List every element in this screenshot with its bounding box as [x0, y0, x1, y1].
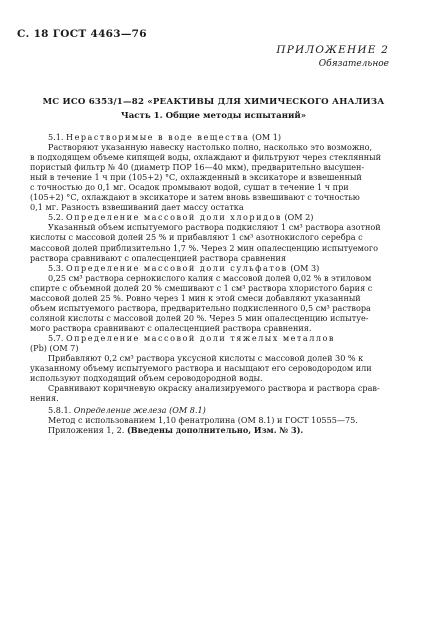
section-heading: Определение массовой доли тяжелых металлов: [66, 332, 335, 343]
section-heading: Определение массовой доли хлоридов: [66, 212, 282, 223]
paragraph-line: Прибавляют 0,2 см³ раствора уксусной кислоты с массовой долей 30 % к: [48, 353, 364, 364]
section-code: (ОМ 3): [290, 262, 320, 273]
paragraph-line: указанному объему испытуемого раствора и насыщают его сероводородом или: [30, 363, 372, 374]
section-5-7-heading-cont: [30, 343, 401, 353]
paragraph-line: спирте с объемной долей 20 % смешивают с 1 см³ раствора хлористого бария с: [30, 282, 373, 293]
section-5-2-heading: [30, 212, 401, 222]
appendix-label: ПРИЛОЖЕНИЕ 2: [276, 44, 389, 56]
amendment-line: [30, 425, 401, 435]
section-number: 5.2.: [48, 212, 64, 223]
document-subtitle: Часть 1. Общие методы испытаний»: [120, 111, 307, 121]
page-header: С. 18 ГОСТ 4463—76: [17, 28, 147, 40]
paragraph-line: с точностью до 0,1 мг. Осадок промывают водой, сушат в течение 1 ч при: [30, 182, 349, 193]
paragraph-line: кислоты с массовой долей 25 % и прибавляют 1 см³ азотнокислого серебра с: [30, 232, 363, 243]
section-heading: Определение железа: [73, 405, 167, 416]
paragraph-line: в подходящем объеме кипящей воды, охлаждают и фильтруют через стеклянный: [30, 152, 382, 163]
paragraph-line: ный в течение 1 ч при (105+2) °С, охлажденный в эксикаторе и взвешенный: [30, 172, 362, 183]
appendix-status: Обязательное: [318, 59, 389, 69]
document-title: МС ИСО 6353/1—82 «РЕАКТИВЫ ДЛЯ ХИМИЧЕСКОГО АНАЛИЗА: [42, 97, 385, 107]
paragraph-line: нения.: [30, 393, 59, 404]
appendix-reference: Приложения 1, 2.: [48, 425, 125, 436]
section-5-8-1-heading: [30, 405, 401, 415]
section-code: (ОМ 8.1): [169, 405, 206, 416]
section-number: 5.7.: [48, 332, 64, 343]
paragraph-line: используют подходящий объем сероводородной воды.: [30, 373, 263, 384]
paragraph-line: пористый фильтр № 40 (диаметр ПОР 16—40 мкм), предварительно высушен-: [30, 162, 365, 173]
paragraph-line: Указанный объем испытуемого раствора подкисляют 1 см³ раствора азотной: [48, 222, 381, 233]
paragraph-line: 0,1 мг. Разность взвешиваний дает массу остатка: [30, 202, 244, 213]
paragraph-line: массовой долей 25 %. Ровно через 1 мин к этой смеси добавляют указанный: [30, 292, 361, 303]
section-heading-cont: (Pb): [30, 342, 47, 353]
section-number: 5.1.: [48, 132, 64, 142]
amendment-note: (Введены дополнительно, Изм. № 3).: [126, 425, 304, 436]
section-code: (ОМ 1): [252, 132, 282, 142]
appendix-block: [276, 44, 389, 69]
section-heading: Нерастворимые в воде вещества: [66, 132, 250, 142]
section-code: (ОМ 7): [49, 342, 79, 353]
paragraph-line: Растворяют указанную навеску настолько полно, насколько это возможно,: [48, 142, 373, 153]
paragraph-line: 0,25 см³ раствора сернокислого калия с массовой долей 0,02 % в этиловом: [48, 272, 372, 283]
section-5-7-heading: [30, 333, 401, 343]
section-number: 5.8.1.: [48, 405, 72, 416]
paragraph-line: раствора сравнивают с опалесценцией раствора сравнения: [30, 252, 287, 263]
section-heading: Определение массовой доли сульфатов: [66, 262, 288, 273]
paragraph-line: соляной кислоты с массовой долей 20 %. Через 5 мин опалесценцию испытуе-: [30, 312, 369, 323]
section-number: 5.3.: [48, 262, 64, 273]
paragraph-line: массовой долей приблизительно 1,7 %. Через 2 мин опалесценцию испытуемого: [30, 242, 378, 253]
paragraph-line: Сравнивают коричневую окраску анализируемого раствора и раствора срав-: [48, 383, 380, 394]
section-5-1-heading: [30, 132, 401, 142]
paragraph-line: (105+2) °С, охлаждают в эксикаторе и затем вновь взвешивают с точностью: [30, 192, 360, 203]
paragraph-line: мого раствора сравнивают с опалесценцией раствора сравнения.: [30, 322, 312, 333]
document-body: [30, 132, 401, 435]
section-code: (ОМ 2): [284, 212, 314, 223]
paragraph-line: объем испытуемого раствора, предварительно подкисленного 0,5 см³ раствора: [30, 302, 371, 313]
section-5-3-heading: [30, 263, 401, 273]
paragraph-line: Метод с использованием 1,10 фенатролина (ОМ 8.1) и ГОСТ 10555—75.: [48, 415, 358, 426]
